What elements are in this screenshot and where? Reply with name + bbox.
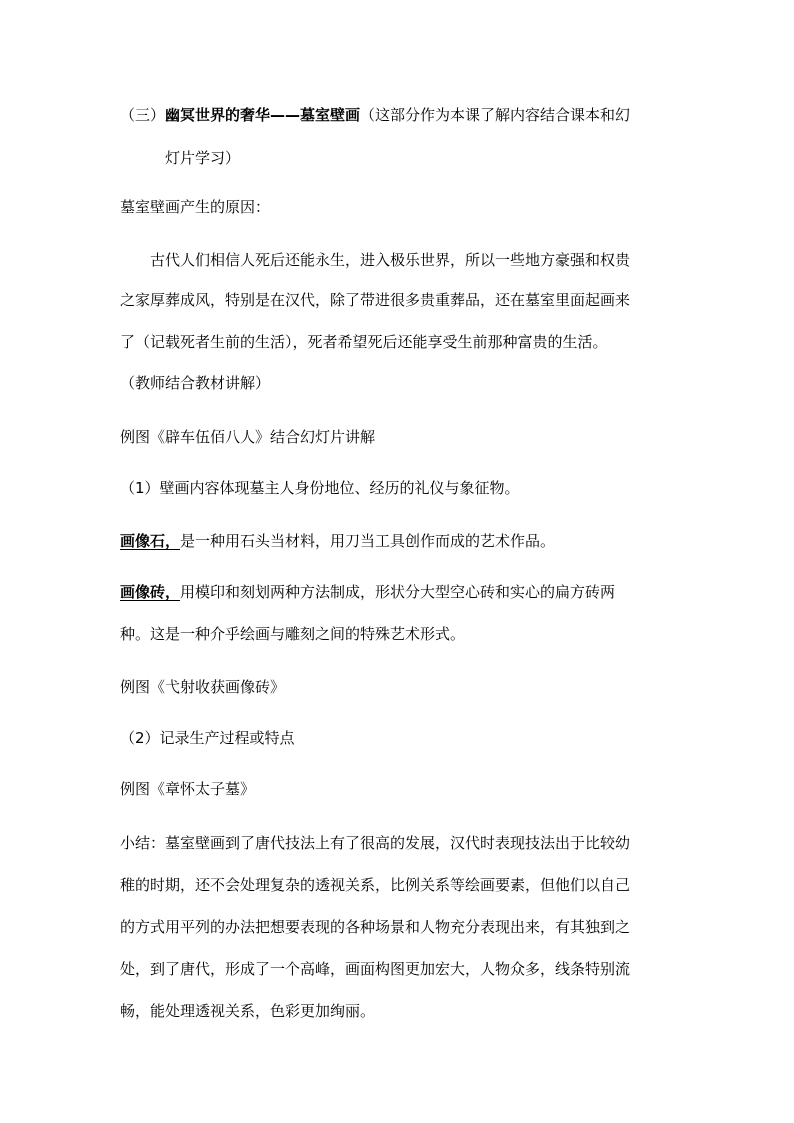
brick-definition (120, 582, 615, 602)
summary-line: 畅，能处理透视关系，色彩更加绚丽。 (120, 1002, 376, 1020)
reason-paragraph-line: 之家厚葬成风，特别是在汉代，除了带进很多贵重葬品，还在墓室里面起画来 (120, 291, 631, 309)
stone-definition (120, 531, 555, 551)
stone-text: 是一种用石头当材料，用刀当工具创作而成的艺术作品。 (180, 532, 556, 550)
summary-line: 的方式用平列的办法把想要表现的各种场景和人物充分表现出来，有其独到之 (120, 918, 631, 936)
reason-paragraph-line: 了（记载死者生前的生活），死者希望死后还能享受生前那种富贵的生活。 (120, 333, 608, 351)
summary-line: 稚的时期，还不会处理复杂的透视关系，比例关系等绘画要素，但他们以自己 (120, 876, 631, 894)
reason-paragraph-line: 古代人们相信人死后还能永生，进入极乐世界，所以一些地方豪强和权贵 (150, 251, 631, 269)
section-number: （三） (120, 106, 166, 124)
brick-text-continued: 种。这是一种介乎绘画与雕刻之间的特殊艺术形式。 (120, 625, 466, 643)
stone-term: 画像石， (120, 532, 181, 550)
summary-line: 小结：墓室壁画到了唐代技法上有了很高的发展，汉代时表现技法出于比较幼 (120, 834, 631, 852)
point-2: （2）记录生产过程或特点 (120, 729, 295, 747)
example-caption-3: 例图《章怀太子墓》 (120, 780, 256, 798)
teacher-note: （教师结合教材讲解） (120, 374, 271, 392)
section-title: 幽冥世界的奢华——墓室壁画 (165, 106, 361, 124)
point-1: （1）壁画内容体现墓主人身份地位、经历的礼仪与象征物。 (120, 479, 520, 497)
example-caption-2: 例图《弋射收获画像砖》 (120, 678, 286, 696)
section-heading-line (120, 105, 630, 125)
section-note: （这部分作为本课了解内容结合课本和幻 (360, 106, 631, 124)
summary-line: 处，到了唐代，形成了一个高峰，画面构图更加宏大，人物众多，线条特别流 (120, 960, 631, 978)
example-caption-1: 例图《辟车伍佰八人》结合幻灯片讲解 (120, 428, 376, 446)
section-note-continued: 灯片学习） (165, 149, 241, 167)
reason-heading: 墓室壁画产生的原因： (120, 198, 271, 216)
brick-text: 用模印和刻划两种方法制成，形状分大型空心砖和实心的扁方砖两 (180, 583, 616, 601)
brick-term: 画像砖， (120, 583, 181, 601)
